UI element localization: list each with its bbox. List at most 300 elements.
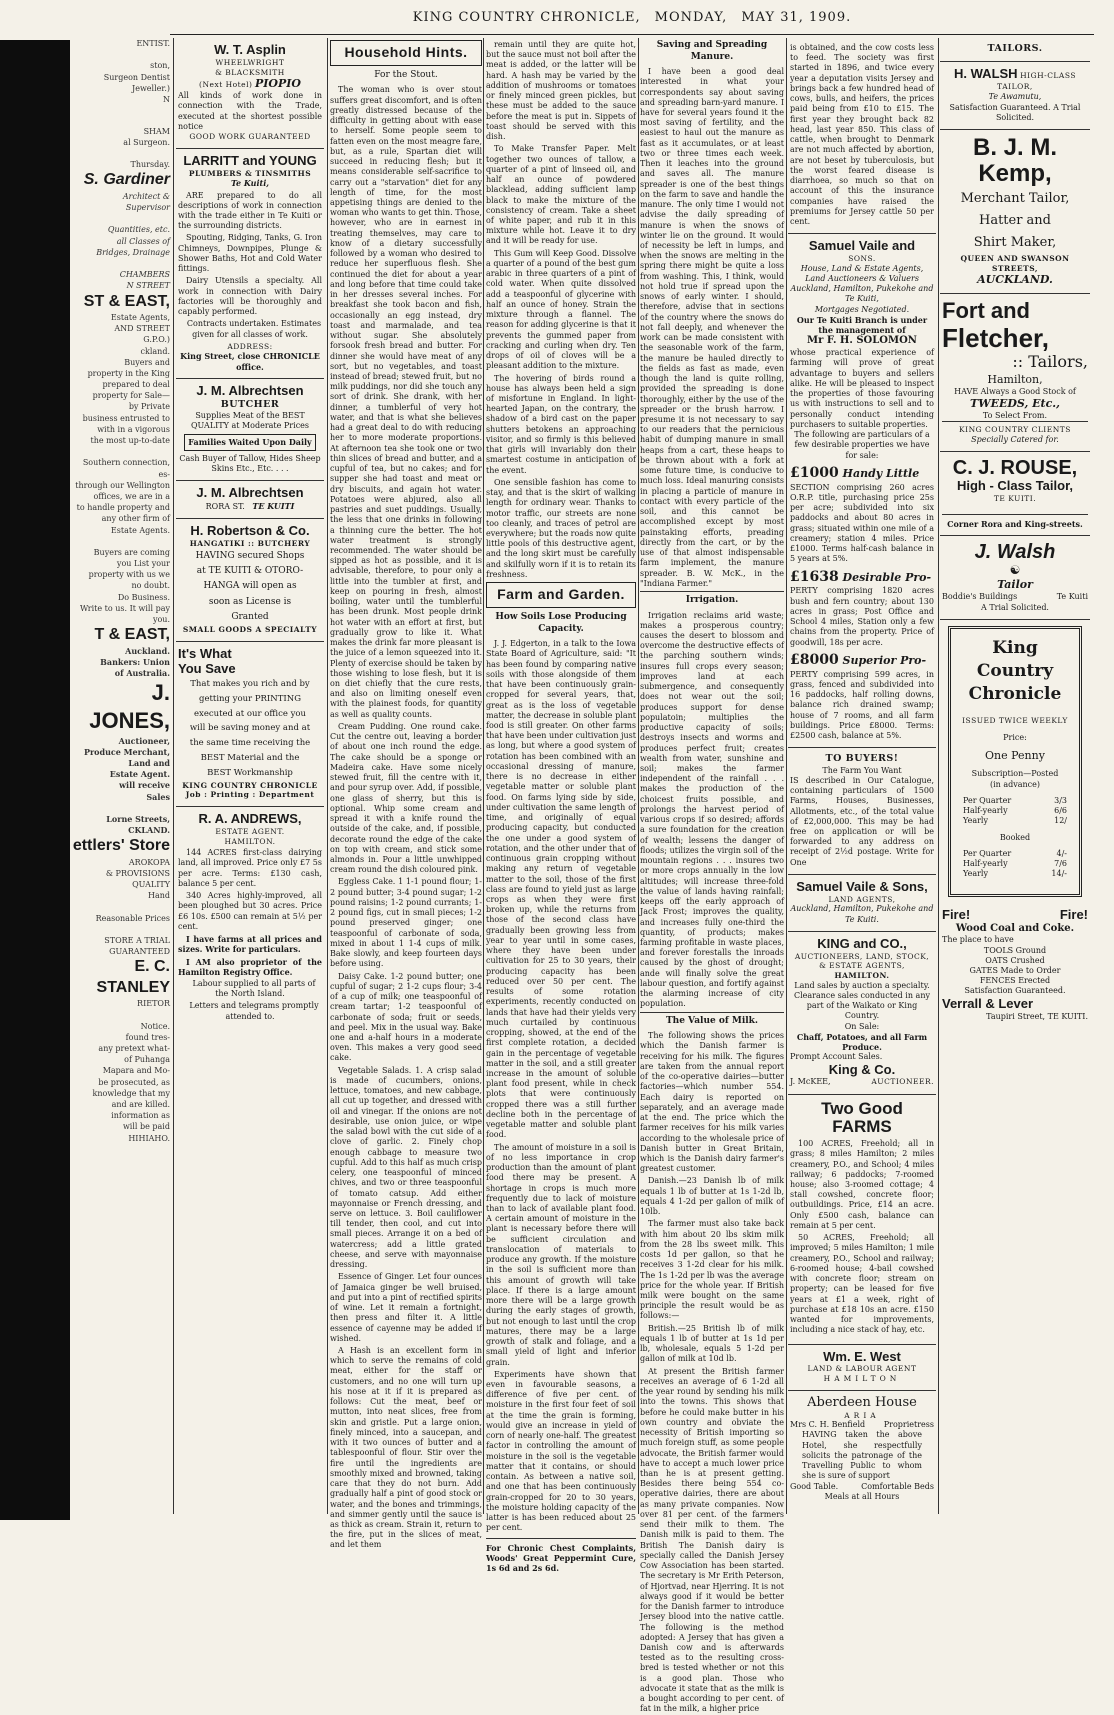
kcc-price: One Penny xyxy=(985,749,1045,763)
irrigation-title: Irrigation. xyxy=(640,591,784,607)
subscription-price: 4/- xyxy=(1056,848,1067,858)
column-rule xyxy=(638,38,639,1514)
king-name: KING and CO., xyxy=(817,935,907,951)
larritt-addr: King Street, close CHRONICLE office. xyxy=(180,351,320,372)
fort-l5: HAVE Always a Good Stock of xyxy=(954,386,1076,396)
column-ads-2 xyxy=(788,38,936,1514)
save-office: KING COUNTRY CHRONICLE xyxy=(182,780,318,790)
vaile-manager: Mr F. H. SOLOMON xyxy=(807,335,917,347)
kcc-t2: Country xyxy=(976,660,1054,681)
column-manure-milk xyxy=(640,38,784,1714)
west-name: Wm. E. West xyxy=(823,1348,901,1364)
frag-3: S. Gardiner xyxy=(83,171,170,189)
vaile-line1: House, Land & Estate Agents, xyxy=(800,263,924,273)
albrechtsen2-street: RORA ST. xyxy=(205,502,245,512)
kemp-l2: Hatter and xyxy=(978,212,1052,228)
fragment-line: N xyxy=(163,94,170,104)
ad-albrechtsen-2 xyxy=(176,481,324,519)
fort-l8: KING COUNTRY CLIENTS xyxy=(942,421,1088,435)
andrews-title: ESTATE AGENT. xyxy=(215,827,285,837)
fire-f1: Fire! xyxy=(942,906,971,922)
fragment-line: Reasonable Prices xyxy=(95,913,170,923)
fragment-line: you List your xyxy=(116,559,170,569)
fragment-line: SHAM xyxy=(143,126,170,136)
vaile-branch: Our Te Kuiti Branch is under the management of xyxy=(796,314,928,336)
ad-king xyxy=(788,932,936,1095)
fire-f2: Fire! xyxy=(1059,906,1088,922)
frag-2 xyxy=(72,126,170,171)
frag-13: E. C. STANLEY xyxy=(96,958,170,996)
asplin-town: PIOPIO xyxy=(254,77,301,91)
ad-aberdeen xyxy=(788,1391,936,1508)
fragment-line: Bridges, Drainage xyxy=(96,247,170,257)
rouse-name: C. J. ROUSE, xyxy=(952,457,1078,480)
west-town: HAMILTON xyxy=(823,1374,901,1384)
larritt-name: LARRITT and YOUNG xyxy=(183,152,317,168)
property-price: £1638 xyxy=(790,568,839,585)
paragraph: Eggless Cake. 1 1-1 pound flour; 1-2 pound butter; 3-4 pound sugar; 1-2 pound raisins; 1-2 pound currants; 1-2 pound figs, cut in small pieces; 1-2 pound preserved ginger; one teaspoonful of carbonate of soda, mixed in about 1 1-4 cups of milk. Bake slowly, and keep fourteen days before using. xyxy=(330,877,482,969)
king-firm: King & Co. xyxy=(828,1061,896,1077)
andrews-p1: 144 ACRES first-class dairying land, all improved. Price only £7 5s per acre. Terms: £130 cash, balance 5 per cent. xyxy=(178,848,322,888)
aberdeen-foot2: Comfortable Beds xyxy=(861,1481,934,1491)
kemp-l3: Shirt Maker, xyxy=(973,235,1057,250)
paragraph: Vegetable Salads. 1. A crisp salad is made of cucumbers, onions, lettuce, tomatoes, and new cabbage, all cut up together, and dressed with oil and vinegar. If the onions are not desirable, use onion juice, or wipe the salad bowl with the cut side of a clove of garlic. 2. Finely chop enough cabbage to measure two cupful. Add to this half as much crisp celery, one teaspoonful of minced chives, and two or three teaspoonful of tomato catsup. Add either mayonnaise or French dressing, and serve on lettuce. 3. Boil cauliflower till tender, then cool, and cut into small pieces. Arrange it on a bed of watercress; add a little grated cheese, and serve with mayonnaise dressing. xyxy=(330,1065,482,1270)
irrigation-body: Irrigation reclaims arid waste; makes a prosperous country; causes the desert to blossom and overcome the destructive effects of the parching southern winds; insures full crops every season; improves land at each submergence, and consequently does not wear out the soil; produces support for dense populatoin; multiplies the productive capacity of soils; destroys insects and worms and produces perfect fruit; creates wealth from water, sunshine and soil; makes the farmer independent of the rainfall . . . makes the production of the choicest fruits possible, and prolongs the harvest period of various crops if so desired; affords a sure foundation for the creation of wealth; lessens the danger of floods; utilizes the virgin soil of the mountain regions . . . insures two or more crops annually in the low altitudes; will increase three-fold the value of lands having rainfall; keeps off the early approach of Jack Frost; improves the quality, and increases fully one-third the quantity, of products; makes farming profitable in waste places, and forever forestalls the inroads caused by the ghost of drought; ande will finally solve the great labour question, and fortify against the alarming increase of city population. xyxy=(640,610,784,1009)
walsh1-name: H. WALSH xyxy=(954,66,1018,82)
farms-p2: 50 ACRES, Freehold; all improved; 5 miles Hamilton; 1 mile creamery, P.O., School and railway; 6-roomed house; 4-bail cowshed with concrete floor; stream on property; can be leased for five years at £1 a week, right of purchase at £18 10s an acre. £150 wanted for improvements, including a nice stack of hay, etc. xyxy=(790,1233,934,1335)
fire-l5: GATES Made to Order xyxy=(969,966,1061,975)
fragment-line: Auckland. xyxy=(125,645,170,656)
fragment-line: of Puhanga xyxy=(124,1055,170,1065)
asplin-name: W. T. Asplin xyxy=(214,42,286,57)
frag-2-title xyxy=(72,105,170,125)
albrechtsen-trade: BUTCHER xyxy=(220,398,280,410)
subscription-row xyxy=(955,816,1075,826)
kcc-t3: Chronicle xyxy=(968,683,1062,704)
rouse-trade: High - Class Tailor, xyxy=(956,478,1074,494)
subscription-term: Yearly xyxy=(963,869,988,879)
vaile2-name: Samuel Vaile & Sons, xyxy=(796,878,928,894)
subscription-row xyxy=(955,859,1075,869)
fragment-line: N STREET xyxy=(126,281,170,291)
fire-l3: TOOLS Ground xyxy=(983,945,1047,955)
ad-rouse xyxy=(940,452,1090,536)
fragment-line: no doubt. xyxy=(131,581,170,591)
ad-west xyxy=(788,1345,936,1391)
paragraph: One sensible fashion has come to stay, and that is the skirt of walking length for ordinary wear. Thanks to motor traffic, our streets are none too cleanly, and traces of petrol are everywhere; but the roads now quite little pools of this destructive agent, and the long skirt must be carefully and skilfully worn if it is to retain its freshness. xyxy=(486,477,636,579)
fragment-line: Produce Merchant, xyxy=(83,746,170,757)
fragment-line: Architect & xyxy=(122,191,170,201)
paragraph: Experiments have shown that even in favourable seasons, a difference of five per cent. of moisture in the first four feet of soil at the time the grain is forming, would give an increase in yield of corn of nearly one-half. The greatest factor in controlling the amount of moisture in the soil is the vegetable matter that it contains, or should contain. As between a native soil, and one that has been continuously grain-cropped for 20 to 30 years, the moisture holding capacity of the latter is has been reduced about 25 per cent. xyxy=(486,1369,636,1533)
frag-4 xyxy=(72,191,170,292)
column-tailors xyxy=(940,38,1090,1514)
ad-vaile xyxy=(788,234,936,748)
king-p3: On Sale: xyxy=(844,1021,880,1031)
milk-title: The Value of Milk. xyxy=(640,1012,784,1028)
fragment-line xyxy=(72,446,170,457)
kcc-sub-posted: Subscription—Posted xyxy=(971,769,1059,779)
paragraph: Essence of Ginger. Let four ounces of Jamaica ginger be well bruised, and put into a pint of rectified spirits of wine. Let it remain a fortnight, then press and filter it. A little essence of cayenne may be added if wished. xyxy=(330,1272,482,1343)
fragment-line: Estate Agent. xyxy=(109,769,170,780)
fragment-line xyxy=(72,901,170,912)
ad-farms xyxy=(788,1095,936,1345)
frag-9: J. JONES, xyxy=(89,680,170,734)
fragment-line: found tres- xyxy=(125,1032,170,1042)
fragment-line: knowledge that my xyxy=(92,1088,170,1098)
king-name2: J. McKEE, xyxy=(790,1077,831,1087)
robertson-trade: HANGATIKI :: BUTCHERY xyxy=(189,539,311,549)
vaile-following: The following are particulars of a few desirable properties we have for sale: xyxy=(794,430,930,460)
fragment-line: G.P.O.) xyxy=(143,335,170,345)
fragment-line: and are killed. xyxy=(111,1100,170,1110)
ad-walsh-1 xyxy=(940,62,1090,130)
aberdeen-prop: Mrs C. H. Benfield xyxy=(790,1420,866,1430)
farms-title1: Two Good xyxy=(821,1098,903,1118)
aberdeen-foot3: Meals at all Hours xyxy=(824,1491,900,1501)
fragment-line: Estate Agents. xyxy=(110,525,170,535)
king-line1: AUCTIONEERS, LAND, STOCK, & ESTATE AGENTS, xyxy=(794,951,930,971)
andrews-p5: Labour supplied to all parts of the North Island. xyxy=(192,979,316,999)
household-hints-body xyxy=(330,85,482,1550)
subscription-price: 6/6 xyxy=(1054,806,1067,816)
fragment-line: business entrusted to xyxy=(82,413,170,423)
andrews-town: HAMILTON. xyxy=(224,836,276,846)
save-dept: Job : Printing : Department xyxy=(185,790,315,800)
property-item xyxy=(790,465,934,565)
fragment-line: STORE A TRIAL xyxy=(104,936,170,946)
fragment-line: Buyers and xyxy=(124,357,170,367)
aberdeen-role: Proprietress xyxy=(883,1420,934,1430)
subscription-term: Half-yearly xyxy=(963,859,1008,869)
fragment-line: Jeweller.) xyxy=(132,83,170,93)
fire-name: Verrall & Lever xyxy=(942,995,1034,1011)
fragment-line: CHAMBERS xyxy=(119,270,170,280)
column-farm-garden xyxy=(486,38,636,1573)
subscription-price: 3/3 xyxy=(1054,795,1067,805)
frag-1 xyxy=(72,38,170,105)
ad-larritt xyxy=(176,149,324,379)
fragment-line: Quantities, etc. xyxy=(107,225,170,235)
asplin-trade: WHEELWRIGHT xyxy=(215,57,285,67)
tailors-heading: TAILORS. xyxy=(940,38,1090,62)
fort-l2: Fletcher, xyxy=(942,322,1049,353)
fort-l3: :: Tailors, xyxy=(1012,352,1088,372)
fragment-line: Estate Agents, xyxy=(110,312,170,322)
robertson-name: H. Robertson & Co. xyxy=(190,523,310,539)
property-body: SECTION comprising 260 acres O.R.P. title, purchasing price 25s per acre; subdivided into six paddocks and about 80 acres in grass; situated within one mile of a creamery; station 4 miles. Price £1000. Terms half-cash balance in 5 years at 5%. xyxy=(790,482,934,564)
fragment-line: CKLAND. xyxy=(128,825,170,836)
column-fragments xyxy=(72,38,170,1514)
fragment-line: any other firm of xyxy=(101,514,170,524)
fragment-line: by Private xyxy=(128,402,170,412)
subscription-term: Yearly xyxy=(963,816,988,826)
fragment-line: property for Sale— xyxy=(92,391,170,401)
fire-addr: Taupiri Street, TE KUITI. xyxy=(986,1011,1088,1021)
larritt-p2: Spouting, Ridging, Tanks, G. Iron Chimneys, Downpipes, Plunge & Shower Baths, Hot and Cold Water fittings. xyxy=(178,233,322,274)
fragment-line: the most up-to-date xyxy=(90,436,170,446)
paragraph: At present the British farmer receives an average of 6 1-2d all the year round by sending his milk into the towns. This shows that before he could make butter in his own country and obviate the necessity of British importing so much foreign stuff, as some people advocate, the British farmer would have to accept a much lower price than he is at present getting. Besides there being 554 co-operative dairies, there are about as many private companies. Now over 81 per cent. of the farmers send their milk to them. The Danish milk is paid to them. The British The Danish dairy is specially called the Danish Jersey Cow Association has been started. The secretary is Mr Erith Peterson, of Hjortvad, near Hjerring. It is not always good if it would be better for the Danish farmer to introduce Jersey blood into the native cattle. The following is the method adopted: A Jersey that has given a Danish cow and is afterwards tested as to the resulting cross-bred is tested whether or not this is a good plan. Those who advocate it state that as the milk is a bought according to per cent. of fat in the milk, a higher price xyxy=(640,1366,784,1714)
albrechtsen2-name: J. M. Albrechtsen xyxy=(196,485,304,501)
fragment-line: QUALITY xyxy=(132,880,170,890)
ad-andrews xyxy=(176,807,324,1030)
fragment-line: through our Wellington xyxy=(75,480,170,490)
walsh1-town: Te Awamutu, xyxy=(988,92,1042,102)
larritt-p1: ARE prepared to do all descriptions of work in connection with the trade either in Te Kuiti or the surrounding districts. xyxy=(178,190,322,231)
ad-robertson xyxy=(176,519,324,642)
fragment-line: Write to us. It will pay you. xyxy=(79,603,170,625)
save-body: That makes you rich and by getting your PRINTING executed at our office you will be saving money and at the same time receiving the BEST Material and the BEST Workmanship xyxy=(189,678,311,779)
property-label: Desirable Pro- xyxy=(838,570,932,584)
vaile-sons: SONS. xyxy=(848,254,876,264)
subscription-price: 7/6 xyxy=(1054,859,1067,869)
fragment-line xyxy=(72,1010,170,1021)
frag-7: T & EAST, xyxy=(94,626,170,644)
masthead-day: MONDAY, xyxy=(654,10,728,25)
fragment-line: Do Business. xyxy=(117,592,170,602)
albrechtsen-p2: Cash Buyer of Tallow, Hides Sheep Skins Etc., Etc. . . . xyxy=(179,453,321,473)
king-p2: Clearance sales conducted in any part of the Waikato or King Country. xyxy=(793,990,930,1021)
buyers-sub: The Farm You Want xyxy=(822,765,902,775)
kcc-advance: (in advance) xyxy=(989,779,1041,789)
masthead-date: MAY 31, 1909. xyxy=(741,10,852,25)
fort-l4: Hamilton, xyxy=(987,372,1043,386)
household-hints-sub: For the Stout. xyxy=(374,69,438,80)
fire-l7: Satisfaction Guaranteed. xyxy=(964,986,1066,996)
fragment-line: Thursday. xyxy=(130,160,170,170)
fragment-line: Buyers are coming xyxy=(93,547,170,557)
paragraph: Cream Pudding. One round cake. Cut the centre out, leaving a border of about one inch round the edge. The cake should be a sponge or Madeira cake. Have some nicely stewed fruit, fill the centre with it, and pour syrup over. Add, if possible, one glass of sherry, but this is optional. Whip some cream and spread it with a knife round the outside of the cake, and, if possible, decorate round the edge of the cake on top with cream, and stick some almonds in. Pour a little unwhipped cream round the dish coloured pink. xyxy=(330,721,482,875)
walsh2-name: J. Walsh xyxy=(974,540,1056,563)
masthead-paper: KING COUNTRY CHRONICLE, xyxy=(412,10,641,25)
aberdeen-town: ARIA xyxy=(844,1410,880,1420)
frag-12 xyxy=(72,857,170,958)
fragment-line xyxy=(72,148,170,159)
torn-edge xyxy=(0,40,70,1520)
masthead xyxy=(170,10,1094,35)
fragment-line: al Surgeon. xyxy=(123,137,170,147)
frag-8 xyxy=(72,646,170,680)
property-price: £8000 xyxy=(790,651,839,668)
scissors-icon: ☯ xyxy=(1009,562,1021,577)
walsh2-trade: Tailor xyxy=(997,578,1033,592)
andrews-p6: Letters and telegrams promptly attended to. xyxy=(189,1001,319,1021)
fragment-line: Mapara and Mo- xyxy=(102,1066,170,1076)
fragment-line xyxy=(72,803,170,814)
fragment-line: & PROVISIONS xyxy=(105,868,170,878)
household-hints-title: Household Hints. xyxy=(330,40,482,66)
fragment-line xyxy=(72,924,170,935)
kemp-l5: AUCKLAND. xyxy=(977,273,1053,287)
fragment-line: AROKOPA xyxy=(128,857,170,867)
fragment-line xyxy=(72,49,170,60)
fragment-line xyxy=(72,258,170,269)
aberdeen-name: Aberdeen House xyxy=(807,1394,917,1410)
west-sub: LAND & LABOUR AGENT xyxy=(807,1364,917,1374)
frag-6 xyxy=(72,312,170,625)
king-town: HAMILTON. xyxy=(834,971,890,981)
fragment-line: prepared to deal xyxy=(102,380,170,390)
fragment-line: of Australia. xyxy=(114,668,170,679)
property-item xyxy=(790,569,934,648)
buyers-title: TO BUYERS! xyxy=(825,753,899,765)
walsh2-line: A Trial Solicited. xyxy=(981,602,1049,612)
fragment-line: to handle property and xyxy=(76,503,170,513)
aberdeen-body: HAVING taken the above Hotel, she respectfully solicits the patronage of the Travelling Public to whom she is sure of support xyxy=(802,1430,922,1481)
kcc-issued: ISSUED TWICE WEEKLY xyxy=(962,715,1068,725)
vaile2-towns: Auckland, Hamilton, Pukekohe and Te Kuiti. xyxy=(790,904,934,924)
ad-vaile-2 xyxy=(788,875,936,932)
vaile-line3: Auckland, Hamilton, Pukekohe and Te Kuiti, xyxy=(790,284,934,304)
buyers-body: IS described in Our Catalogue, containing particulars of 1500 Farms, Houses, Businesses, Allotments, etc., of the total value of £2,000,000. This may be had free on application or will be forwarded to any address on receipt of 2½d postage. Write for One xyxy=(790,775,934,867)
fire-l1: Wood Coal and Coke. xyxy=(955,922,1075,934)
vaile-line2: Land Auctioneers & Valuers xyxy=(805,273,919,283)
column-rule xyxy=(786,38,787,1514)
king-p5: Prompt Account Sales. xyxy=(790,1052,883,1062)
farm-garden-title: Farm and Garden. xyxy=(486,582,636,608)
paragraph: The amount of moisture in a soil is of no less importance in crop production than the amount of plant food there may be present. A shortage in crops is much more frequently due to lack of moisture than to lack of available plant food. A certain amount of moisture in the plant is necessary before there will be sufficient circulation and translocation of materials to produce any growth. If the moisture in the soil is sufficient more than this amount of growth will take place. If there is a large amount more there will be a large growth during the early stages of growth, but not enough to last until the crop matures, there may be a large growth of stalk and foliage, and a small yield of light and inferior grain. xyxy=(486,1142,636,1367)
fire-l6: FENCES Erected xyxy=(979,976,1051,986)
paragraph: remain until they are quite hot, but the sauce must not boil after the meat is added, or the latter will be hard. A hash may be varied by the addition of mushrooms or tomatoes or finely minced green pickles, but these must be added to the sauce before the meat is put in. Sippets of toast should be served with this dish. xyxy=(486,40,636,142)
property-price: £1000 xyxy=(790,464,839,481)
frag-10 xyxy=(72,736,170,837)
larritt-p4: Contracts undertaken. Estimates given for all classes of work. xyxy=(186,319,322,339)
fragment-line: all Classes of xyxy=(116,236,170,246)
fragment-line: be prosecuted, as xyxy=(98,1077,170,1087)
fire-l2: The place to have xyxy=(942,935,1014,945)
fragment-line: RIETOR xyxy=(137,999,170,1009)
fragment-line: Notice. xyxy=(140,1021,170,1031)
fragment-line: with in a vigorous xyxy=(97,424,170,434)
larritt-town: Te Kuiti, xyxy=(230,178,270,189)
jersey-continued: is obtained, and the cow costs less to feed. The society was first started in 1896, and twice every year a deputation visits Jersey and brings back a few hundred head of cows, bulls, and heifers, the prices paid being from £10 to £15. The first year they brought back 82 head, last year 850. This class of cattle, when brought to Denmark are not much affected by abortion, are not beset by tuberculosis, but the worst feared disease is diarrhoea, so much so that on account of this the insurance companies have raised the premiums for Jersey cattle 50 per cent. xyxy=(788,38,936,234)
fort-l6: TWEEDS, Etc., xyxy=(970,396,1060,410)
column-rule xyxy=(483,38,484,1514)
robertson-body: HAVING secured Shops at TE KUITI & OTORO-HANGA will open as soon as License is Granted xyxy=(195,550,305,622)
larritt-addr-label: ADDRESS: xyxy=(227,341,273,351)
fragment-line: Hand xyxy=(147,891,170,901)
asplin-near: (Next Hotel) xyxy=(199,80,253,90)
vaile2-sub: LAND AGENTS, xyxy=(828,894,896,904)
vaile-name: Samuel Vaile and xyxy=(808,238,916,254)
soils-body xyxy=(486,639,636,1533)
larritt-p3: Dairy Utensils a specialty. All work in connection with Dairy factories will be thoroughly and capably performed. xyxy=(178,276,322,317)
fragment-line: HIHIAHO. xyxy=(128,1133,170,1143)
asplin-body: All kinds of work done in connection with the Trade, executed at the shortest possible notice xyxy=(178,91,322,131)
vaile-line4: Mortgages Negotiated. xyxy=(814,304,910,314)
column-ads-1 xyxy=(176,38,324,1514)
paragraph: The following shows the prices which the Danish farmer is receiving for his milk. The figures are taken from the annual report of the co-operative dairies—butter factories—which number 554. Each dairy is reported on separately, and an average made at the end. The price which the farmer receives for his milk varies according to the wholesale price of Danish butter in Great Britain, which is the Danish dairy farmer's greatest customer. xyxy=(640,1031,784,1174)
column-rule xyxy=(173,38,174,1514)
paragraph: British.—25 British lb of milk equals 1 lb of butter at 1s 1d per lb, wholesale, equals 5 1-2d per gallon of milk at 10d lb. xyxy=(640,1323,784,1364)
fragment-line: Auctioneer, xyxy=(118,735,170,746)
kemp-name: B. J. M. Kemp, xyxy=(972,134,1057,188)
kcc-rows xyxy=(955,796,1075,827)
subscription-row xyxy=(955,796,1075,806)
fire-l4: OATS Crushed xyxy=(985,955,1045,965)
andrews-p4: I AM also proprietor of the Hamilton Registry Office. xyxy=(178,956,322,977)
frag-5: ST & EAST, xyxy=(83,292,170,310)
subscription-row xyxy=(955,869,1075,879)
fragment-line: Supervisor xyxy=(125,203,170,212)
save-h1: It's What xyxy=(178,645,232,661)
subscription-price: 12/ xyxy=(1054,816,1067,826)
king-p4: Chaff, Potatoes, and all Farm Produce. xyxy=(796,1031,928,1053)
paragraph: The farmer must also take back with him about 20 lbs skim milk from the 28 lbs sweet milk. This costs 1d per gallon, so that he receives 3 1-2d clear for his milk. The 1s 1-2d per lb was the average price for the whole year. If British milk were bought on the same principle the result would be as follows:— xyxy=(640,1219,784,1321)
paragraph: This Gum will Keep Good. Dissolve a quarter of a pound of the best gum arabic in three quarters of a pint of cold water. When quite dissolved add a teaspoonful of glycerine with half an ounce of honey. Strain the mixture through a flannel. The reason for adding glycerine is that it prevents the gummed paper from cracking and curling when dry. Ten drops of oil of cloves will be a pleasant addition to the mixture. xyxy=(486,248,636,371)
property-label: Handy Little xyxy=(838,466,920,480)
rouse-corner: Corner Rora and King-streets. xyxy=(942,514,1088,529)
subscription-row xyxy=(955,806,1075,816)
fragment-line: Sales xyxy=(146,791,170,802)
ad-albrechtsen xyxy=(176,379,324,481)
farms-p1: 100 ACRES, Freehold; all in grass; 8 miles Hamilton; 2 miles creamery, P.O., and School; 4 miles railway; 6 paddocks; 7-roomed house; also 3-roomed cottage; 4 stall cowshed, concrete floor; outbuildings. Price, £14 an acre. Only £500 cash, balance can remain at 5 per cent. xyxy=(790,1139,934,1230)
property-list xyxy=(790,465,934,742)
walsh1-line: Satisfaction Guaranteed. A Trial Solicited. xyxy=(949,102,1081,122)
ad-kcc-subscription xyxy=(948,626,1082,897)
hints-continued xyxy=(486,40,636,580)
fragment-line: property in the King xyxy=(87,368,170,378)
subscription-term: Per Quarter xyxy=(963,795,1012,805)
fragment-line: Southern connection, es- xyxy=(82,458,170,479)
fragment-line: information as xyxy=(111,1111,170,1121)
fragment-line: offices, we are in a xyxy=(93,491,170,501)
fragment-line: AND STREET xyxy=(114,324,170,334)
paragraph: The woman who is over stout suffers great discomfort, and is often greatly distressed because of the difficulty in getting about with ease to herself. Some people seem to fatten even on the most meagre fare, but, as a rule, Spartan diet will succeed in reducing flesh; but it means considerable self-sacrifice to carry out a "starvation" diet for any length of time, for the most appetising things are denied to the woman who wants to get thin. Those, however, who are in earnest in treating themselves, may care to know of a dietary successfully followed by a woman who desired to reduce her superfluous flesh. She continued the diet for about a year and long before that time could take in her dresses several inches. For breakfast she took bacon and fish, occasionally an egg instead, dry toast and marmalade, and tea without sugar. She absolutely forsook fresh bread and butter. For dinner she would have meat of any sort, but no vegetables, and toast instead of bread; stewed fruit, but no milk puddings, nor did she touch any sort of drink. She drank, with her dinner, a tumblerful of very hot water, and that is what she believes had a great deal to do with reducing her to more moderate proportions. At afternoon tea she took one or two thin slices of bread and butter, and a cupful of tea, but no cakes; and for supper she had toast and meat or dry biscuits, and again hot water. Potatoes were abjured, also all pastries and suet puddings. Usually, the less that one drinks in following a thinning cure the better. The hot water treatment is strongly recommended. The water should be sipped as hot as possible, and it is advisable, therefore, to pour only a little into the tumbler at first, and keep on pouring in fresh, almost boiling, water until the tumblerful has been drunk. Most people drink hot water with an effort at first, but gradually grow to like it. What makes the drink far more pleasant is the juice of a lemon squeezed into it. Plenty of exercise should be taken by those wishing to lose flesh, but it is on diet chiefly that the cure rests, and also on limiting oneself even with the plainest foods, for quantity as well as quality counts. xyxy=(330,85,482,719)
soils-title: How Soils Lose Producing Capacity. xyxy=(495,612,627,634)
albrechtsen2-town: TE KUITI xyxy=(252,501,295,512)
subscription-price: 14/- xyxy=(1051,869,1067,879)
fragment-line: GUARANTEED xyxy=(109,947,170,957)
andrews-p3: I have farms at all prices and sizes. Write for particulars. xyxy=(178,934,322,955)
fragment-line: any pretext what- xyxy=(98,1044,170,1054)
fort-l7: To Select From. xyxy=(982,411,1048,420)
robertson-special: SMALL GOODS A SPECIALTY xyxy=(182,625,318,635)
frag-11: ettlers' Store xyxy=(72,837,170,855)
fragment-line: will be paid xyxy=(122,1122,170,1132)
paragraph: A Hash is an excellent form in which to serve the remains of cold meat, either for the staff or customers, and no one will turn up his nose at it if it is prepared as follows: Cut the meat, beef or mutton, into neat slices, free from skin and gristle. Put a large onion, finely minced, into a saucepan, and with it two ounces of butter and a tablespoonful of flour. Stir over the fire until the ingredients are smoothly mixed and browned, taking care that they do not burn. Add gradually half a pint of good stock or water, and the bones and trimmings, and simmer gently until the sauce is as thick as cream. Strain it, return to the fire, put in the slices of meat, and let them xyxy=(330,1346,482,1550)
paragraph: Danish.—23 Danish lb of milk equals 1 lb of butter at 1s 1-2d lb, equals 4 1-2d per gallon of milk of 10lb. xyxy=(640,1176,784,1217)
paragraph: The hovering of birds round a house has always been held a sign of misfortune in England. In light-hearted Japan, on the contrary, the shadow of a bird cast on the paper shutters betokens an approaching visitor, and so firmly is this believed that girls will invariably don their smartest costume in anticipation of the event. xyxy=(486,373,636,475)
fort-l1: Fort and xyxy=(942,298,1030,324)
property-item xyxy=(790,652,934,742)
albrechtsen-name: J. M. Albrechtsen xyxy=(196,382,304,398)
paragraph: Daisy Cake. 1-2 pound butter; one cupful of sugar; 2 1-2 cups flour; 3-4 of a cup of milk; one teaspoonful of cream tartar; 1-2 teaspoonful of carbonate of soda; fruit or seeds, and peel. Mix in the usual way. Bake one and a-half hours in a moderate oven. This makes a very good seed cake. xyxy=(330,971,482,1063)
ad-kemp xyxy=(940,130,1090,294)
kcc-price-label: Price: xyxy=(1003,733,1027,743)
chest-cure-ad: For Chronic Chest Complaints, Woods' Great Peppermint Cure, 1s 6d and 2s 6d. xyxy=(486,1538,636,1574)
paragraph: To Make Transfer Paper. Melt together two ounces of tallow, a quarter of a pint of linseed oil, and half an ounce of powdered blacklead, adding sufficient lamp black to make the mixture of the consistency of cream. Take a sheet of white paper, and rub it in this mixture while hot. Leave it to dry and it will be ready for use. xyxy=(486,144,636,246)
fragment-line: property with us we xyxy=(88,570,170,580)
andrews-p2: 340 Acres highly-improved, all been ploughed but 30 acres. Price £6 10s. £500 can remain at 5½ per cent. xyxy=(178,891,322,931)
fragment-line: ckland. xyxy=(140,346,170,356)
kcc-rows-2 xyxy=(955,849,1075,880)
manure-title: Saving and Spreading Manure. xyxy=(656,40,768,62)
aberdeen-foot1: Good Table. xyxy=(790,1481,839,1491)
ad-buyers xyxy=(788,748,936,875)
kemp-l4: QUEEN AND SWANSON STREETS, xyxy=(960,254,1070,273)
subscription-row xyxy=(955,849,1075,859)
paragraph: J. J. Edgerton, in a talk to the Iowa State Board of Agriculture, said: "It has been found by comparing native soils with those alongside of them that have been continuously grain-cropped for several years, that, great as is the loss of vegetable matter, the decrease in soluble plant food is still greater. On other farms that have been under cultivation just as long, but where a good system of rotation has been combined with an occasional dressing of manure, there is no decrease in either vegetable matter or soluble plant food. On farms lying side by side, under cultivation the same length of time, and originally of equal producing capacity, but conducted the one under a good system of rotation, and the other under that of continuous grain cropping without making any return of vegetable matter to the soil, those of the first class are found to yield just as large crops as when they were first broken up, while the returns from those of the second class have gradually been growing less from year to year until in some cases, where they have been under cultivation for 25 to 30 years, their producing capacity has been reduced over 50 per cent. The results of some rotation experiments, recently conducted on lands that have had their yields very much curtailed by continuous cropping, showed, at the end of the first complete rotation, a decided gain in the percentage of vegetable matter in the soil, and a still greater increase in the amount of soluble plant food present, while in check plots that were continuously cropped there was a still further decline both in the percentage of vegetable matter and soluble plant food. xyxy=(486,639,636,1140)
kcc-booked: Booked xyxy=(999,832,1031,842)
property-body: PERTY comprising 1820 acres bush and fern country; about 130 acres in grass; Post Office and School 4 miles, Station only a few chains from the property. Price of goodwill, 18s per acre. xyxy=(790,586,934,647)
fragment-line: Land and xyxy=(128,757,170,768)
walsh2-addr: Boddie's Buildings xyxy=(942,592,1018,602)
fragment-line: Bankers: Union xyxy=(100,656,170,667)
column-rule xyxy=(327,38,328,1514)
albrechtsen-p1: Supplies Meat of the BEST QUALITY at Moderate Prices xyxy=(190,410,310,431)
albrechtsen-box: Families Waited Upon Daily xyxy=(184,434,316,450)
walsh1-trade: HIGH-CLASS TAILOR, xyxy=(997,71,1076,92)
